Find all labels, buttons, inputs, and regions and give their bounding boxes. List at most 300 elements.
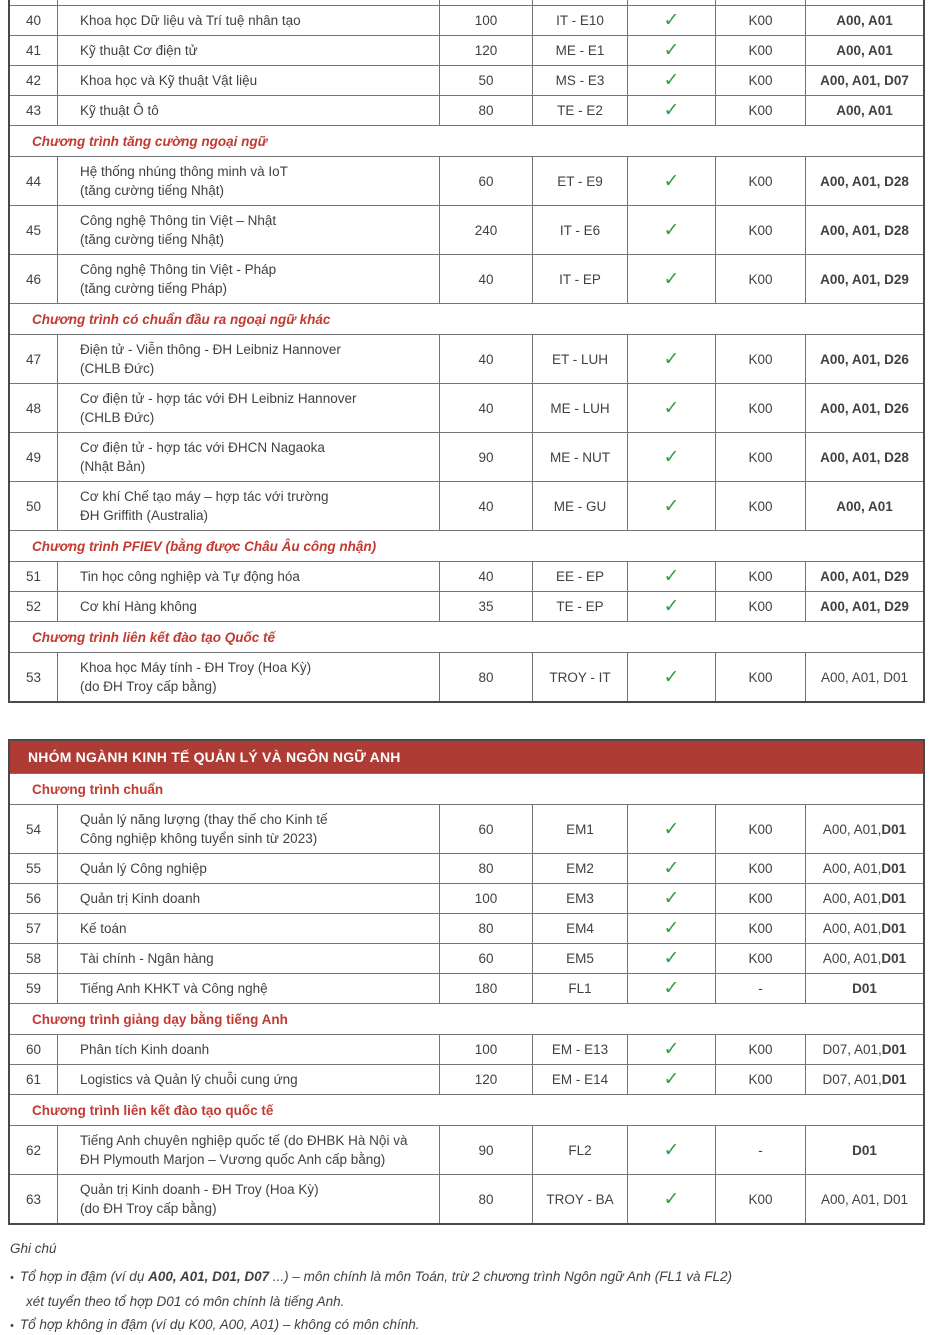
quota-cell: 80	[439, 1175, 532, 1223]
program-code-cell: TE - E2	[532, 96, 627, 125]
section-header-label: Chương trình giảng dạy bằng tiếng Anh	[32, 1012, 288, 1027]
program-no-cell: 45	[25, 222, 42, 238]
program-row	[10, 943, 923, 973]
talent-code-cell: K00	[715, 66, 805, 95]
check-icon: ✓	[663, 1138, 680, 1161]
program-name-line: Quản lý năng lượng (thay thế cho Kinh tế	[80, 812, 328, 827]
program-code-cell: EE - EP	[532, 562, 627, 591]
bold-text-segment: A00, A01	[836, 103, 893, 118]
bold-text-segment: A00, A01, D01, D07	[148, 1269, 270, 1284]
program-name-cell	[57, 1126, 439, 1174]
admissions-document-page	[8, 0, 925, 1335]
check-cell	[627, 335, 715, 383]
program-name-line: ĐH Griffith (Australia)	[80, 508, 209, 523]
text-segment: A00, A01,	[822, 821, 882, 837]
quota-cell: 40	[439, 482, 532, 530]
check-icon: ✓	[663, 947, 680, 969]
quota-cell: 40	[439, 562, 532, 591]
note-bullet-line	[10, 1316, 925, 1335]
check-cell	[627, 433, 715, 481]
talent-code-cell: K00	[715, 482, 805, 530]
talent-code-cell: K00	[715, 562, 805, 591]
note-continuation-line	[10, 1293, 925, 1310]
quota-cell: 100	[439, 884, 532, 913]
program-name-cell	[57, 944, 439, 973]
bold-text-segment: A00, A01	[836, 43, 893, 58]
combination-cell	[805, 6, 923, 35]
program-name-cell	[57, 805, 439, 853]
check-cell	[627, 66, 715, 95]
combination-cell	[805, 66, 923, 95]
program-no-cell: 63	[25, 1191, 42, 1207]
program-name-line: Hệ thống nhúng thông minh và IoT	[80, 164, 288, 179]
talent-code-cell: K00	[715, 36, 805, 65]
talent-code-cell: K00	[715, 1035, 805, 1064]
program-row	[10, 561, 923, 591]
text-segment: A00, A01,	[822, 951, 882, 966]
cropped-cell	[57, 0, 439, 5]
talent-code-cell: K00	[715, 255, 805, 303]
text-segment: D07, A01,	[822, 1072, 882, 1087]
program-name-line: Quản trị Kinh doanh - ĐH Troy (Hoa Kỳ)	[80, 1182, 319, 1197]
program-row	[10, 5, 923, 35]
check-icon: ✓	[663, 9, 680, 31]
combination-cell	[805, 944, 923, 973]
program-row	[10, 95, 923, 125]
program-code-cell: IT - E6	[532, 206, 627, 254]
text-segment: A00, A01, D01	[820, 669, 909, 685]
talent-code-cell: -	[715, 974, 805, 1003]
program-no-cell: 42	[25, 73, 42, 88]
combination-cell	[805, 914, 923, 943]
quota-cell: 180	[439, 974, 532, 1003]
program-row	[10, 254, 923, 303]
section-header-label: Chương trình tăng cường ngoại ngữ	[32, 134, 268, 149]
program-code-cell: IT - EP	[532, 255, 627, 303]
check-cell	[627, 6, 715, 35]
cropped-cell	[532, 0, 627, 5]
bold-text-segment: A00, A01, D29	[820, 569, 909, 584]
check-cell	[627, 1065, 715, 1094]
cropped-cell	[715, 0, 805, 5]
check-icon: ✓	[663, 857, 680, 879]
talent-code-cell: K00	[715, 433, 805, 481]
program-name-line: ĐH Plymouth Marjon – Vương quốc Anh cấp bằng)	[80, 1152, 386, 1167]
section-header-row	[10, 621, 923, 652]
program-name-line: Tiếng Anh KHKT và Công nghệ	[80, 981, 268, 996]
section-header-row	[10, 1003, 923, 1034]
program-name-line: Tin học công nghiệp và Tự động hóa	[80, 569, 300, 584]
program-name-line: Công nghệ Thông tin Việt – Nhật	[80, 213, 277, 228]
program-row	[10, 205, 923, 254]
program-no-cell: 52	[25, 599, 42, 614]
bold-text-segment: A00, A01, D28	[820, 222, 909, 238]
text-segment: D07, A01,	[822, 1042, 882, 1057]
quota-cell: 120	[439, 36, 532, 65]
text-segment: Tổ hợp không in đậm (ví dụ K00, A00, A01) – không có môn chính.	[19, 1317, 420, 1332]
check-icon: ✓	[663, 1038, 680, 1060]
program-name-cell	[57, 335, 439, 383]
program-row	[10, 1125, 923, 1174]
note-bullet-line	[10, 1268, 925, 1287]
program-name-cell	[57, 96, 439, 125]
cropped-cell	[805, 0, 923, 5]
check-cell	[627, 805, 715, 853]
program-name-line: (tăng cường tiếng Pháp)	[80, 281, 227, 296]
program-code-cell: ET - LUH	[532, 335, 627, 383]
program-code-cell: EM - E14	[532, 1065, 627, 1094]
combination-cell	[805, 36, 923, 65]
program-name-line: Công nghiệp không tuyển sinh từ 2023)	[80, 831, 318, 846]
program-name-cell	[57, 653, 439, 701]
combination-cell	[805, 854, 923, 883]
quota-cell: 80	[439, 653, 532, 701]
program-no-cell: 49	[25, 449, 42, 465]
program-name-line: Điện tử - Viễn thông - ĐH Leibniz Hannover	[80, 342, 341, 357]
talent-code-cell: K00	[715, 653, 805, 701]
engineering-programs-table	[8, 0, 925, 703]
program-row	[10, 432, 923, 481]
talent-code-cell: K00	[715, 592, 805, 621]
program-no-cell: 46	[25, 271, 42, 287]
bold-text-segment: D01	[881, 891, 907, 906]
program-name-line: Khoa học và Kỹ thuật Vật liệu	[80, 73, 258, 88]
program-no-cell: 54	[25, 821, 42, 837]
program-no-cell: 43	[25, 103, 42, 118]
check-cell	[627, 157, 715, 205]
check-icon: ✓	[663, 218, 680, 241]
program-name-line: (CHLB Đức)	[80, 361, 155, 376]
talent-code-cell: -	[715, 1126, 805, 1174]
program-code-cell: IT - E10	[532, 6, 627, 35]
program-no-cell: 58	[25, 951, 42, 966]
check-cell	[627, 255, 715, 303]
talent-code-cell: K00	[715, 944, 805, 973]
section-header-label: Chương trình có chuẩn đầu ra ngoại ngữ khác	[32, 312, 331, 327]
quota-cell: 90	[439, 1126, 532, 1174]
check-icon: ✓	[663, 1068, 680, 1090]
check-icon: ✓	[663, 494, 680, 517]
bold-text-segment: A00, A01, D29	[820, 599, 909, 614]
text-segment: A00, A01,	[822, 861, 882, 876]
program-code-cell: EM3	[532, 884, 627, 913]
check-cell	[627, 914, 715, 943]
quota-cell: 90	[439, 433, 532, 481]
check-cell	[627, 96, 715, 125]
bold-text-segment: D01	[852, 981, 877, 996]
program-name-line: Quản trị Kinh doanh	[80, 891, 201, 906]
program-name-cell	[57, 206, 439, 254]
program-no-cell: 57	[25, 921, 42, 936]
program-row	[10, 65, 923, 95]
talent-code-cell: K00	[715, 914, 805, 943]
quota-cell: 60	[439, 805, 532, 853]
check-cell	[627, 1175, 715, 1223]
check-cell	[627, 1126, 715, 1174]
program-name-cell	[57, 914, 439, 943]
check-icon: ✓	[663, 817, 680, 840]
quota-cell: 240	[439, 206, 532, 254]
talent-code-cell: K00	[715, 6, 805, 35]
combination-cell	[805, 157, 923, 205]
check-cell	[627, 1035, 715, 1064]
text-segment: Tổ hợp in đậm (ví dụ	[19, 1269, 149, 1284]
program-code-cell: ME - LUH	[532, 384, 627, 432]
program-row	[10, 883, 923, 913]
section-header-row	[10, 773, 923, 804]
talent-code-cell: K00	[715, 854, 805, 883]
program-no-cell: 59	[25, 981, 42, 996]
combination-cell	[805, 335, 923, 383]
program-name-cell	[57, 255, 439, 303]
combination-cell	[805, 1126, 923, 1174]
program-name-line: Phân tích Kinh doanh	[80, 1042, 210, 1057]
bold-text-segment: A00, A01	[836, 498, 893, 514]
program-name-line: Kỹ thuật Cơ điện tử	[80, 43, 198, 58]
check-icon: ✓	[663, 347, 680, 370]
program-row	[10, 913, 923, 943]
text-segment: ...) – môn chính là môn Toán, trừ 2 chương trình Ngôn ngữ Anh (FL1 và FL2)	[269, 1269, 732, 1284]
check-cell	[627, 592, 715, 621]
quota-cell: 80	[439, 914, 532, 943]
talent-code-cell: K00	[715, 96, 805, 125]
combination-cell	[805, 96, 923, 125]
check-cell	[627, 854, 715, 883]
program-name-cell	[57, 592, 439, 621]
program-no-cell: 48	[25, 400, 42, 416]
check-icon: ✓	[663, 169, 680, 192]
quota-cell: 50	[439, 66, 532, 95]
combination-cell	[805, 592, 923, 621]
bold-text-segment: A00, A01, D26	[820, 351, 909, 367]
program-no-cell: 61	[25, 1072, 42, 1087]
program-name-line: (Nhật Bản)	[80, 459, 146, 474]
program-row	[10, 652, 923, 701]
talent-code-cell: K00	[715, 884, 805, 913]
check-cell	[627, 974, 715, 1003]
program-name-line: (tăng cường tiếng Nhật)	[80, 232, 224, 247]
quota-cell: 40	[439, 255, 532, 303]
bullet-icon: •	[10, 1272, 14, 1284]
program-name-line: Cơ khí Hàng không	[80, 599, 197, 614]
program-name-cell	[57, 433, 439, 481]
combination-cell	[805, 482, 923, 530]
check-icon: ✓	[663, 977, 680, 999]
bold-text-segment: D01	[881, 861, 907, 876]
bold-text-segment: A00, A01, D28	[820, 173, 909, 189]
bold-text-segment: D01	[881, 1072, 907, 1087]
program-code-cell: EM2	[532, 854, 627, 883]
bold-text-segment: D01	[881, 821, 907, 837]
program-name-cell	[57, 974, 439, 1003]
check-icon: ✓	[663, 69, 680, 91]
check-icon: ✓	[663, 99, 680, 121]
check-cell	[627, 884, 715, 913]
talent-code-cell: K00	[715, 157, 805, 205]
quota-cell: 40	[439, 335, 532, 383]
check-icon: ✓	[663, 595, 680, 617]
program-row	[10, 481, 923, 530]
check-icon: ✓	[663, 396, 680, 419]
quota-cell: 80	[439, 96, 532, 125]
check-icon: ✓	[663, 565, 680, 587]
text-segment: A00, A01, D01	[820, 1191, 909, 1207]
combination-cell	[805, 805, 923, 853]
check-icon: ✓	[663, 445, 680, 468]
program-name-cell	[57, 562, 439, 591]
program-name-line: (CHLB Đức)	[80, 410, 155, 425]
text-segment: xét tuyển theo tổ hợp D01 có môn chính là tiếng Anh.	[26, 1294, 345, 1309]
program-code-cell: ET - E9	[532, 157, 627, 205]
talent-code-cell: K00	[715, 1065, 805, 1094]
program-row	[10, 804, 923, 853]
program-row	[10, 973, 923, 1003]
program-no-cell: 47	[25, 351, 42, 367]
program-name-line: Logistics và Quản lý chuỗi cung ứng	[80, 1072, 298, 1087]
program-row	[10, 1034, 923, 1064]
check-icon: ✓	[663, 917, 680, 939]
section-header-row	[10, 530, 923, 561]
bullet-icon: •	[10, 1320, 14, 1332]
section-header-label: Chương trình PFIEV (bằng được Châu Âu công nhận)	[32, 539, 377, 554]
bold-text-segment: D01	[881, 1042, 907, 1057]
program-row	[10, 334, 923, 383]
program-name-cell	[57, 157, 439, 205]
notes-heading: Ghi chú	[10, 1241, 57, 1256]
check-icon: ✓	[663, 665, 680, 688]
program-name-cell	[57, 384, 439, 432]
program-name-cell	[57, 1175, 439, 1223]
cropped-cell	[439, 0, 532, 5]
program-row	[10, 383, 923, 432]
check-cell	[627, 653, 715, 701]
bold-text-segment: A00, A01, D26	[820, 400, 909, 416]
program-name-line: Cơ điện tử - hợp tác với ĐHCN Nagaoka	[80, 440, 325, 455]
program-name-line: Công nghệ Thông tin Việt - Pháp	[80, 262, 277, 277]
check-icon: ✓	[663, 267, 680, 290]
check-icon: ✓	[663, 887, 680, 909]
check-cell	[627, 206, 715, 254]
bold-text-segment: A00, A01, D07	[820, 73, 909, 88]
program-code-cell: FL1	[532, 974, 627, 1003]
bold-text-segment: D01	[852, 1142, 877, 1158]
program-code-cell: EM - E13	[532, 1035, 627, 1064]
program-row	[10, 35, 923, 65]
program-code-cell: TROY - IT	[532, 653, 627, 701]
program-no-cell: 62	[25, 1142, 42, 1158]
text-segment: A00, A01,	[822, 921, 882, 936]
program-code-cell: FL2	[532, 1126, 627, 1174]
program-no-cell: 53	[25, 669, 42, 685]
bold-text-segment: D01	[881, 921, 907, 936]
program-code-cell: ME - GU	[532, 482, 627, 530]
talent-code-cell: K00	[715, 1175, 805, 1223]
combination-cell	[805, 384, 923, 432]
section-header-label: Chương trình chuẩn	[32, 782, 164, 797]
combination-cell	[805, 1065, 923, 1094]
quota-cell: 80	[439, 854, 532, 883]
program-name-cell	[57, 884, 439, 913]
program-name-line: Khoa học Dữ liệu và Trí tuệ nhân tạo	[80, 13, 301, 28]
program-name-cell	[57, 36, 439, 65]
check-cell	[627, 482, 715, 530]
talent-code-cell: K00	[715, 206, 805, 254]
program-code-cell: EM4	[532, 914, 627, 943]
program-name-cell	[57, 66, 439, 95]
quota-cell: 40	[439, 384, 532, 432]
section-header-label: Chương trình liên kết đào tạo quốc tế	[32, 1103, 274, 1118]
quota-cell: 60	[439, 944, 532, 973]
combination-cell	[805, 206, 923, 254]
combination-cell	[805, 433, 923, 481]
cropped-cell	[627, 0, 715, 5]
bold-text-segment: A00, A01, D28	[820, 449, 909, 465]
program-no-cell: 60	[25, 1042, 42, 1057]
combination-cell	[805, 562, 923, 591]
program-row	[10, 1064, 923, 1094]
program-code-cell: TROY - BA	[532, 1175, 627, 1223]
combination-cell	[805, 653, 923, 701]
program-no-cell: 50	[25, 498, 42, 514]
program-code-cell: EM5	[532, 944, 627, 973]
bold-text-segment: A00, A01	[836, 13, 893, 28]
program-row	[10, 591, 923, 621]
program-no-cell: 56	[25, 891, 42, 906]
combination-cell	[805, 1175, 923, 1223]
notes-list	[10, 1268, 925, 1335]
quota-cell: 100	[439, 1035, 532, 1064]
program-name-line: (do ĐH Troy cấp bằng)	[80, 1201, 217, 1216]
check-cell	[627, 384, 715, 432]
program-no-cell: 55	[25, 861, 42, 876]
program-name-line: Quản lý Công nghiệp	[80, 861, 207, 876]
program-name-cell	[57, 1035, 439, 1064]
combination-cell	[805, 1035, 923, 1064]
section-header-row	[10, 125, 923, 156]
economics-programs-table	[8, 739, 925, 1225]
program-no-cell: 44	[25, 173, 42, 189]
combination-cell	[805, 884, 923, 913]
bold-text-segment: A00, A01, D29	[820, 271, 909, 287]
program-name-cell	[57, 1065, 439, 1094]
check-cell	[627, 36, 715, 65]
section-header-row	[10, 1094, 923, 1125]
program-code-cell: TE - EP	[532, 592, 627, 621]
program-code-cell: ME - E1	[532, 36, 627, 65]
program-name-line: Cơ điện tử - hợp tác với ĐH Leibniz Hannover	[80, 391, 357, 406]
quota-cell: 60	[439, 157, 532, 205]
program-no-cell: 51	[25, 569, 42, 584]
talent-code-cell: K00	[715, 805, 805, 853]
check-icon: ✓	[663, 39, 680, 61]
program-name-line: (tăng cường tiếng Nhật)	[80, 183, 224, 198]
program-no-cell: 40	[25, 13, 42, 28]
program-code-cell: EM1	[532, 805, 627, 853]
combination-cell	[805, 255, 923, 303]
quota-cell: 120	[439, 1065, 532, 1094]
program-name-cell	[57, 482, 439, 530]
program-name-line: Kỹ thuật Ô tô	[80, 103, 159, 118]
section-header-row	[10, 303, 923, 334]
cropped-top-row	[10, 0, 923, 5]
program-name-line: Kế toán	[80, 921, 127, 936]
quota-cell: 35	[439, 592, 532, 621]
talent-code-cell: K00	[715, 384, 805, 432]
combination-cell	[805, 974, 923, 1003]
check-icon: ✓	[663, 1187, 680, 1210]
program-code-cell: MS - E3	[532, 66, 627, 95]
bold-text-segment: D01	[881, 951, 907, 966]
